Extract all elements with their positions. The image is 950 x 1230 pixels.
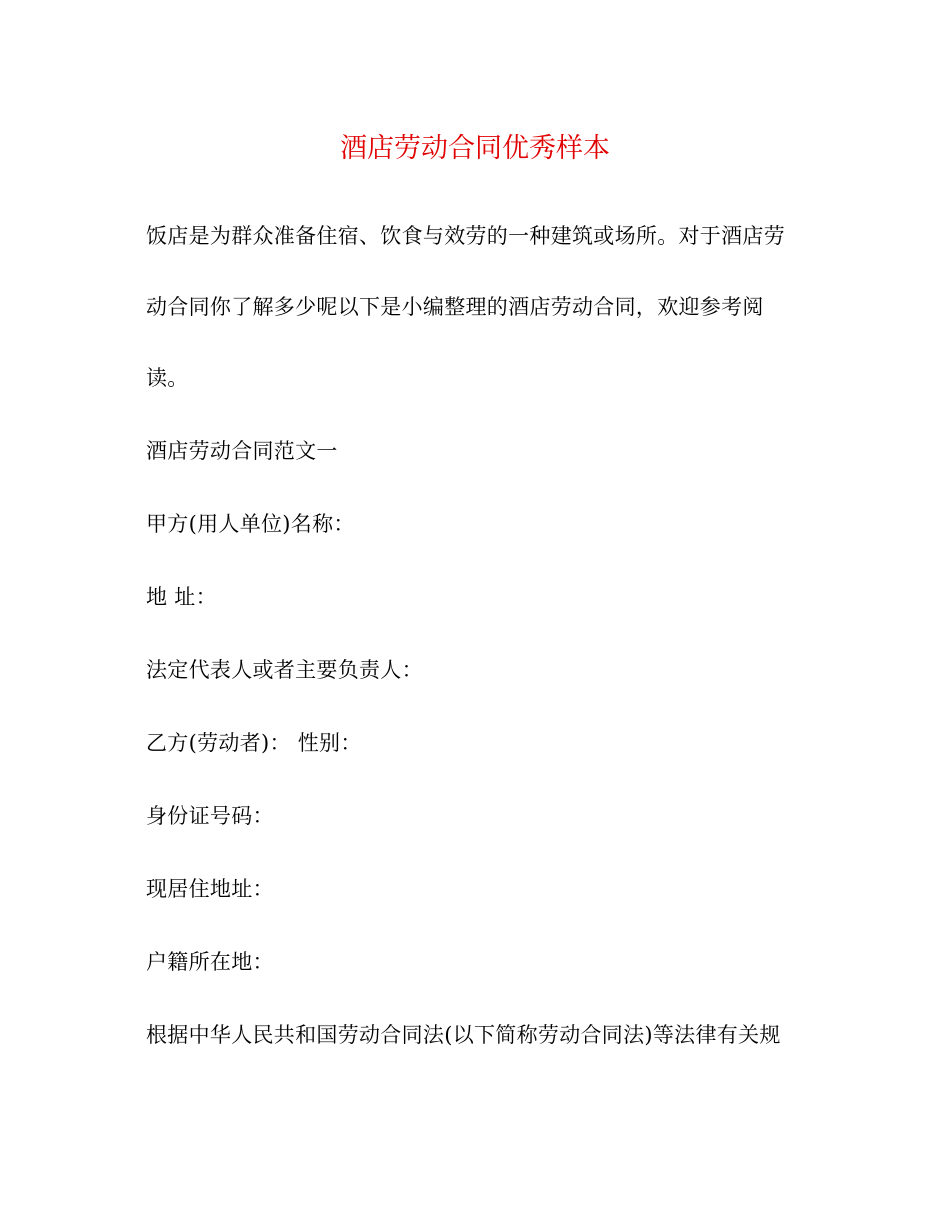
- legal-representative-field: 法定代表人或者主要负责人：: [146, 658, 423, 682]
- household-registration-field: 户籍所在地：: [146, 950, 274, 974]
- paragraph-line-1: 饭店是为群众准备住宿、饮食与效劳的一种建筑或场所。对于酒店劳: [146, 224, 785, 248]
- section-heading: 酒店劳动合同范文一: [146, 439, 338, 463]
- address-field: 地 址：: [146, 585, 217, 609]
- paragraph-line-legal-basis: 根据中华人民共和国劳动合同法(以下简称劳动合同法)等法律有关规: [146, 1023, 781, 1047]
- party-a-name-field: 甲方(用人单位)名称：: [146, 512, 355, 536]
- paragraph-line-3: 读。: [146, 366, 189, 390]
- paragraph-line-2: 动合同你了解多少呢以下是小编整理的酒店劳动合同，欢迎参考阅: [146, 295, 764, 319]
- id-number-field: 身份证号码：: [146, 804, 274, 828]
- document-title: 酒店劳动合同优秀样本: [340, 133, 610, 164]
- party-b-field: 乙方(劳动者)： 性别：: [146, 731, 362, 755]
- current-address-field: 现居住地址：: [146, 877, 274, 901]
